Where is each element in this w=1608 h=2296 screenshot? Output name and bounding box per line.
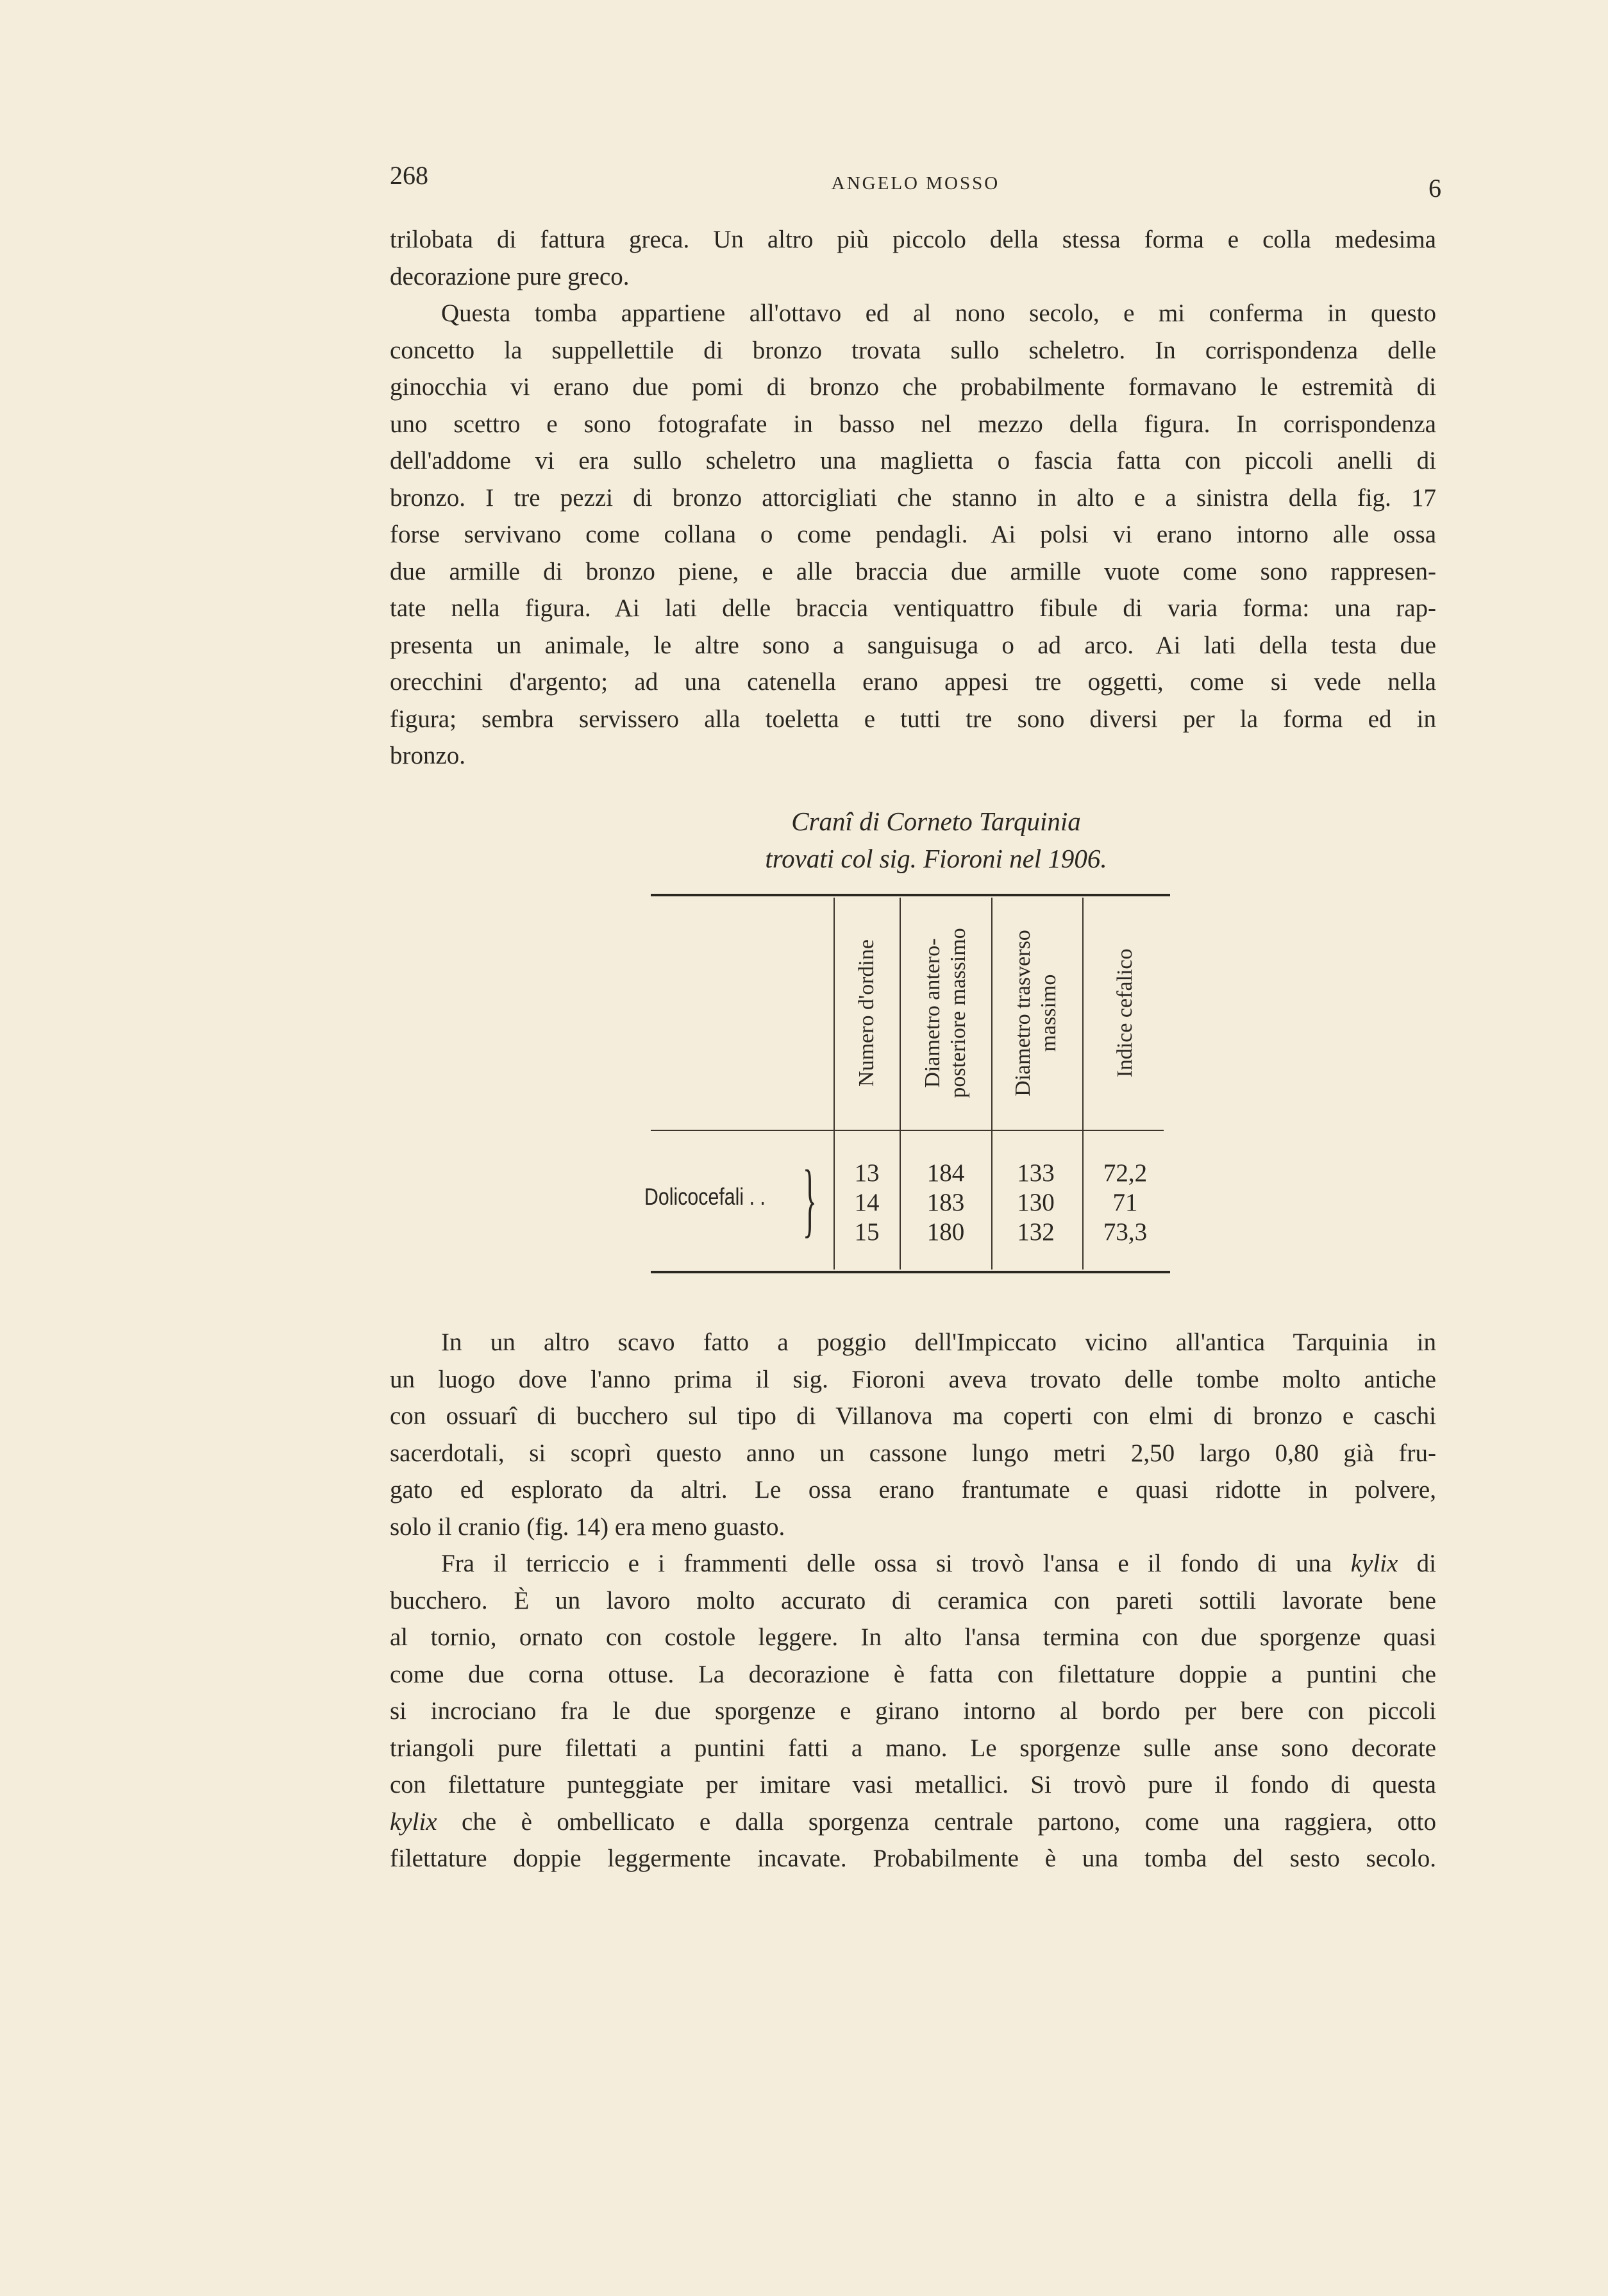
table-cell: 183 [926,1189,965,1216]
text-line: decorazione pure greco. [390,262,630,290]
text-line: In un altro scavo fatto a poggio dell'Impiccato vicino all'antica Tarquinia in [441,1328,1436,1356]
body-text-bottom [390,1324,1436,1877]
text-line [390,1804,1436,1841]
table-cell: 132 [1017,1218,1055,1246]
table-header-cell [901,898,991,1128]
table-header-cell [992,898,1079,1128]
italic-term: kylix [390,1807,437,1836]
table-cell: 15 [854,1218,880,1246]
table-cell: 14 [854,1189,880,1216]
text-line: un luogo dove l'anno prima il sig. Fioroni aveva trovato delle tombe molto antiche [390,1365,1436,1393]
text-line: bronzo. I tre pezzi di bronzo attorcigliati che stanno in alto e a sinistra della fig. 17 [390,483,1436,512]
table-cell: 130 [1017,1189,1055,1216]
body-text-top [390,221,1436,775]
table-cell: 133 [1017,1159,1055,1187]
text-line: dell'addome vi era sullo scheletro una maglietta o fascia fatta con piccoli anelli di [390,447,1436,474]
table-header-text: Numero d'ordine [855,939,878,1087]
text-line: trilobata di fattura greca. Un altro più piccolo della stessa forma e colla medesima [390,226,1436,253]
text-line: al tornio, ornato con costole leggere. In alto l'ansa termina con due sporgenze quasi [390,1623,1436,1651]
text-line: con ossuarî di bucchero sul tipo di Villanova ma coperti con elmi di bronzo e caschi [390,1402,1436,1430]
text-line: concetto la suppellettile di bronzo trovata sullo scheletro. In corrispondenza delle [390,336,1436,364]
italic-term: kylix [1350,1550,1398,1577]
table-cell: 180 [926,1218,965,1246]
text-line: solo il cranio (fig. 14) era meno guasto. [390,1513,785,1541]
table-header-text: massimo [1036,974,1060,1052]
text-line: si incrociano fra le due sporgenze e girano intorno al bordo per bere con piccoli [390,1697,1436,1725]
text-line: due armille di bronzo piene, e alle braccia due armille vuote come sono rappresen- [390,557,1436,585]
text-line: figura; sembra servissero alla toeletta e tutti tre sono diversi per la forma ed in [390,705,1436,733]
table-header-text: Indice cefalico [1113,948,1137,1078]
text-line: bronzo. [390,742,466,769]
table-caption-line-2: trovati col sig. Fioroni nel 1906. [765,844,1107,873]
text-line: forse servivano come collana o come pendagli. Ai polsi vi erano intorno alle ossa [390,521,1436,548]
page-number: 268 [390,161,428,190]
brace-glyph: } [803,1153,817,1246]
table-header-text: Diametro antero- [921,938,944,1088]
table-cell: 13 [854,1159,880,1187]
table-header-rule [651,1130,1164,1131]
table-cell: 71 [1112,1189,1138,1216]
table-header-cell [835,898,899,1128]
text-line: uno scettro e sono fotografate in basso nel mezzo della figura. In corrispondenza [390,410,1436,438]
text-line: filettature doppie leggermente incavate. Probabilmente è una tomba del sesto secolo. [390,1845,1436,1872]
table-cell: 73,3 [1103,1218,1148,1246]
text-run: di [1398,1550,1436,1577]
table-header-cell [1084,898,1167,1128]
table-bottom-rule [651,1271,1170,1273]
table-cell: 184 [926,1159,965,1187]
text-line: Questa tomba appartiene all'ottavo ed al nono secolo, e mi conferma in questo [441,299,1436,327]
text-run: Fra il terriccio e i frammenti delle ossa si trovò l'ansa e il fondo di una [441,1550,1351,1577]
text-line: presenta un animale, le altre sono a sanguisuga o ad arco. Ai lati della testa due [390,631,1436,659]
text-line [390,1545,1436,1582]
text-run: che è ombellicato e dalla sporgenza centrale partono, come una raggiera, otto [437,1807,1436,1836]
table-caption-line-1: Cranî di Corneto Tarquinia [791,807,1081,836]
page-header [390,160,1441,205]
text-line: sacerdotali, si scoprì questo anno un cassone lungo metri 2,50 largo 0,80 già fru- [390,1439,1436,1467]
table-row-group-label: Dolicocefali . . [644,1184,766,1210]
text-line: tate nella figura. Ai lati delle braccia ventiquattro fibule di varia forma: una rap- [390,594,1436,622]
text-line: ginocchia vi erano due pomi di bronzo che probabilmente formavano le estremità di [390,373,1436,401]
text-line: gato ed esplorato da altri. Le ossa erano frantumate e quasi ridotte in polvere, [390,1476,1436,1504]
running-head: ANGELO MOSSO [831,173,1000,194]
table-cell: 72,2 [1103,1159,1148,1187]
signature-mark: 6 [1428,174,1441,203]
text-line: orecchini d'argento; ad una catenella erano appesi tre oggetti, come si vede nella [390,668,1436,696]
text-line: triangoli pure filettati a puntini fatti a mano. Le sporgenze sulle anse sono decorate [390,1734,1436,1762]
text-line: come due corna ottuse. La decorazione è fatta con filettature doppie a puntini che [390,1660,1436,1688]
table-top-rule [651,894,1170,896]
table-header-text: Diametro trasverso [1010,930,1035,1096]
table-header-text: posteriore massimo [946,928,970,1098]
text-line: bucchero. È un lavoro molto accurato di ceramica con pareti sottili lavorate bene [390,1586,1436,1614]
text-line: con filettature punteggiate per imitare vasi metallici. Si trovò pure il fondo di questa [390,1771,1436,1798]
